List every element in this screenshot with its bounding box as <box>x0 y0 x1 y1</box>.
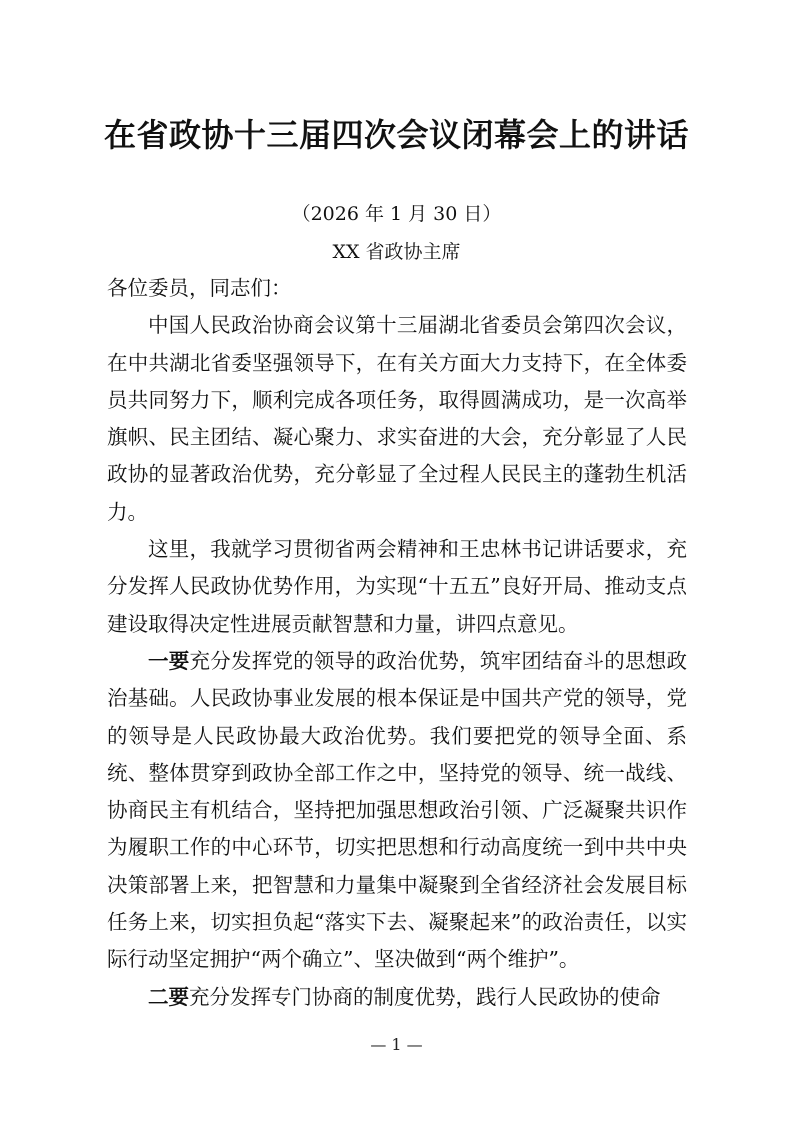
speaker-name: XX 省政协主席 <box>332 241 461 263</box>
page-number: — 1 — <box>370 1035 423 1054</box>
salutation: 各位委员，同志们： <box>107 276 292 300</box>
paragraph-text: 充分发挥专门协商的制度优势，践行人民政协的使命 <box>189 984 661 1009</box>
point-heading: 二要 <box>148 984 189 1009</box>
paragraph-text: 充分发挥党的领导的政治优势，筑牢团结奋斗的思想政治基础。人民政协事业发展的根本保证是中国共产党的领导，党的领导是人民政协最大政治优势。我们要把党的领导全面、系统、整体贯穿到政协全部工作之中，坚持党的领导、统一战线、协商民主有机结合，坚持把加强思想政治引领、广泛凝聚共识作为履职工作的中心环节，切实把思想和行动高度统一到中共中央决策部署上来，把智慧和力量集中凝聚到全省经济社会发展目标任务上来，切实担负起“落实下去、凝聚起来”的政治责任，以实际行动坚定拥护“两个确立”、坚决做到“两个维护”。 <box>107 648 688 972</box>
paragraph-point-two <box>107 979 687 1016</box>
paragraph-text: 中国人民政治协商会议第十三届湖北省委员会第四次会议，在中共湖北省委坚强领导下，在有关方面大力支持下，在全体委员共同努力下，顺利完成各项任务，取得圆满成功，是一次高举旗帜、民主团结、凝心聚力、求实奋进的大会，充分彰显了人民政协的显著政治优势，充分彰显了全过程人民民主的蓬勃生机活力。 <box>107 313 687 524</box>
speech-date: （2026 年 1 月 30 日） <box>291 203 502 225</box>
speech-body <box>107 270 687 1016</box>
point-heading: 一要 <box>148 648 190 673</box>
page-title: 在省政协十三届四次会议闭幕会上的讲话 <box>103 116 689 154</box>
paragraph-intro <box>107 307 687 531</box>
paragraph-point-one <box>107 643 687 979</box>
paragraph-text: 这里，我就学习贯彻省两会精神和王忠林书记讲话要求，充分发挥人民政协优势作用，为实现“十五五”良好开局、推动支点建设取得决定性进展贡献智慧和力量，讲四点意见。 <box>107 537 687 636</box>
paragraph-overview <box>107 531 687 643</box>
